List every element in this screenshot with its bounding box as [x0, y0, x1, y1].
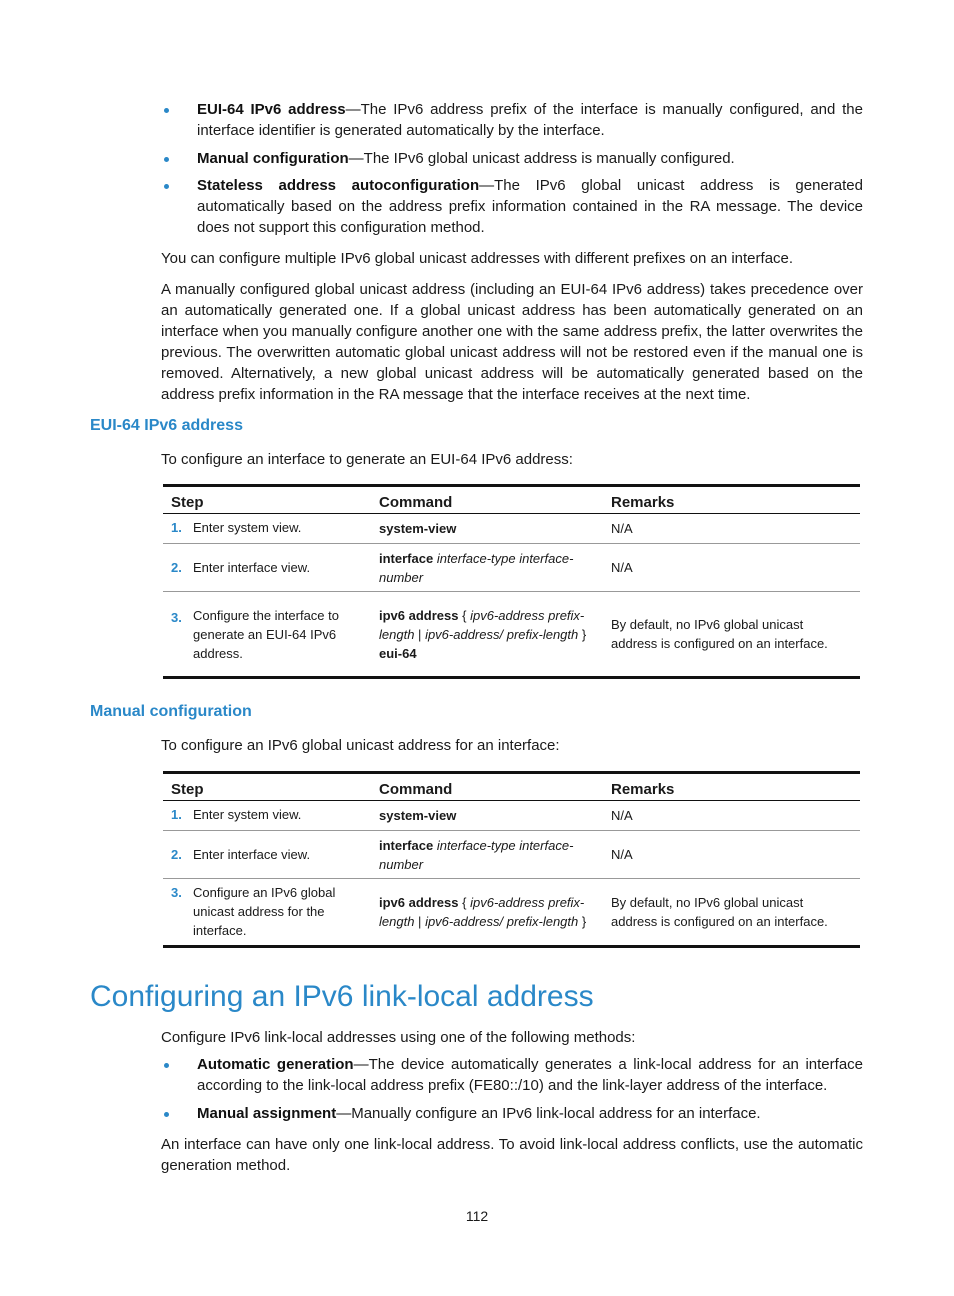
- bullet-icon: [164, 184, 169, 189]
- table-header-row: [163, 486, 860, 514]
- table-row: [163, 514, 860, 544]
- table-row: [163, 544, 860, 592]
- command-keyword: interface: [379, 550, 434, 566]
- bullet-text: —The IPv6 address prefix of the interface is manually configured, and the interface identifier is generated automatically by the interface.: [197, 101, 863, 139]
- command-cell: [371, 514, 603, 544]
- remarks-cell: N/A: [603, 544, 860, 592]
- command-cell: [371, 592, 603, 678]
- command-keyword: system-view: [379, 808, 457, 823]
- command-cell: [371, 801, 603, 831]
- bullet-term: Automatic generation: [197, 1056, 354, 1073]
- column-header-step: Step: [163, 486, 371, 514]
- step-description: Enter interface view.: [187, 544, 371, 592]
- column-header-command: Command: [371, 773, 603, 801]
- manual-config-table: [163, 771, 860, 948]
- column-header-remarks: Remarks: [603, 773, 860, 801]
- command-keyword: ipv6 address: [379, 607, 459, 623]
- bullet-term: Stateless address autoconfiguration: [197, 177, 480, 194]
- bullet-icon: [164, 108, 169, 113]
- step-description: Enter interface view.: [187, 831, 371, 879]
- command-brace: }: [581, 914, 587, 929]
- column-header-remarks: Remarks: [603, 486, 860, 514]
- command-cell: [371, 879, 603, 947]
- step-number: 1.: [163, 801, 187, 831]
- section-intro: To configure an interface to generate an EUI-64 IPv6 address:: [161, 451, 573, 468]
- command-brace: }: [581, 626, 587, 642]
- section-intro: Configure IPv6 link-local addresses using one of the following methods:: [161, 1029, 636, 1046]
- command-keyword: ipv6 address: [379, 895, 459, 910]
- address-type-list: [161, 99, 863, 238]
- command-keyword: eui-64: [379, 645, 417, 661]
- step-description: Enter system view.: [187, 514, 371, 544]
- command-argument: interface-type interface-number: [379, 550, 574, 585]
- section-intro: To configure an IPv6 global unicast address for an interface:: [161, 737, 560, 754]
- paragraph: You can configure multiple IPv6 global unicast addresses with different prefixes on an interface.: [161, 250, 794, 267]
- page-title: Configuring an IPv6 link-local address: [90, 980, 594, 1013]
- list-item: [161, 175, 863, 238]
- link-local-method-list: [161, 1054, 863, 1124]
- bullet-text: —Manually configure an IPv6 link-local address for an interface.: [336, 1105, 761, 1122]
- bullet-text: —The device automatically generates a link-local address for an interface according to the link-local address prefix (FE80::/10) and the link-layer address of the interface.: [197, 1056, 863, 1094]
- step-number: 3.: [163, 879, 187, 947]
- command-argument: ipv6-address/ prefix-length: [425, 626, 579, 642]
- remarks-cell: N/A: [603, 514, 860, 544]
- command-keyword: system-view: [379, 521, 457, 536]
- list-item: [161, 1054, 863, 1096]
- command-separator: |: [418, 626, 422, 642]
- step-number: 2.: [163, 544, 187, 592]
- table-row: [163, 879, 860, 947]
- command-argument: interface-type interface-number: [379, 837, 574, 872]
- command-argument: ipv6-address prefix-length: [379, 895, 585, 929]
- table-row: [163, 592, 860, 678]
- bullet-icon: [164, 157, 169, 162]
- remarks-cell: N/A: [603, 801, 860, 831]
- bullet-text: —The IPv6 global unicast address is manually configured.: [348, 150, 735, 167]
- bullet-icon: [164, 1063, 169, 1068]
- table-row: [163, 801, 860, 831]
- command-brace: {: [462, 895, 467, 910]
- command-cell: [371, 544, 603, 592]
- list-item: [161, 1103, 863, 1124]
- eui64-config-table: [163, 484, 860, 679]
- remarks-cell: N/A: [603, 831, 860, 879]
- bullet-icon: [164, 1112, 169, 1117]
- command-separator: |: [418, 914, 422, 929]
- command-keyword: interface: [379, 837, 434, 853]
- step-description: Configure the interface to generate an EUI-64 IPv6 address.: [187, 592, 371, 678]
- column-header-step: Step: [163, 773, 371, 801]
- page-number: 112: [465, 1208, 489, 1224]
- list-item: [161, 148, 863, 169]
- step-number: 1.: [163, 514, 187, 544]
- section-heading-manual: Manual configuration: [90, 703, 252, 720]
- step-description: Configure an IPv6 global unicast address for the interface.: [187, 879, 371, 947]
- bullet-term: EUI-64 IPv6 address: [197, 101, 346, 118]
- command-argument: ipv6-address prefix-length: [379, 607, 585, 642]
- section-heading-eui64: EUI-64 IPv6 address: [90, 417, 243, 434]
- paragraph: A manually configured global unicast address (including an EUI-64 IPv6 address) takes precedence over an automatically generated one. If a global unicast address has been automatically generated on an interface when you manually configure another one with the same address prefix, the latter overwrites the previous. The overwritten automatic global unicast address will not be restored even if the manual one is removed. Alternatively, a new global unicast address will be automatically generated based on the address prefix information in the RA message that the interface receives at the next time.: [161, 281, 863, 403]
- command-cell: [371, 831, 603, 879]
- table-row: [163, 831, 860, 879]
- step-number: 3.: [163, 592, 187, 678]
- paragraph: An interface can have only one link-local address. To avoid link-local address conflicts, use the automatic generation method.: [161, 1136, 863, 1174]
- step-description: Enter system view.: [187, 801, 371, 831]
- remarks-cell: By default, no IPv6 global unicast address is configured on an interface.: [603, 592, 860, 678]
- command-argument: ipv6-address/ prefix-length: [425, 914, 579, 929]
- bullet-term: Manual assignment: [197, 1105, 337, 1122]
- column-header-command: Command: [371, 486, 603, 514]
- remarks-cell: By default, no IPv6 global unicast address is configured on an interface.: [603, 879, 860, 947]
- step-number: 2.: [163, 831, 187, 879]
- bullet-text: —The IPv6 global unicast address is generated automatically based on the address prefix information contained in the RA message. The device does not support this configuration method.: [197, 177, 863, 236]
- command-brace: {: [462, 607, 467, 623]
- bullet-term: Manual configuration: [197, 150, 349, 167]
- table-header-row: [163, 773, 860, 801]
- list-item: [161, 99, 863, 141]
